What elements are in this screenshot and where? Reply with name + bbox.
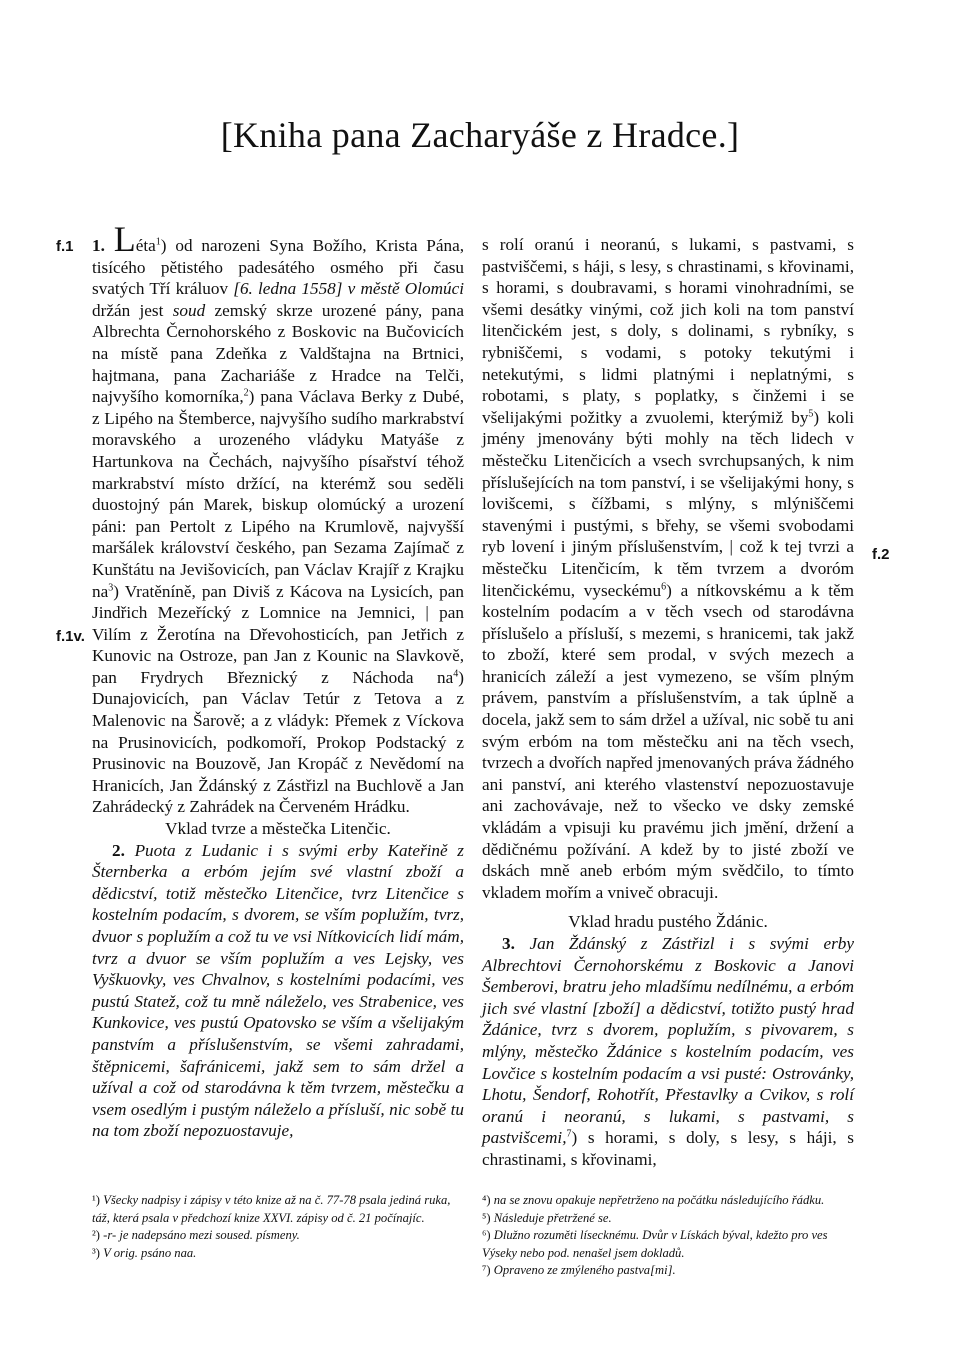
footnotes-left bbox=[92, 1192, 464, 1262]
footnote-ref-1: 1 bbox=[155, 236, 161, 248]
right-column bbox=[482, 234, 854, 1171]
left-column bbox=[92, 219, 465, 1142]
footnote-ref-2: 2 bbox=[243, 387, 249, 399]
footnote-id: ⁵) bbox=[482, 1210, 491, 1225]
entry-3-text: Jan Ždánský z Zástřizl i s svými erby Albrechtovi Černohorskému z Boskovic a Janovi Šemberovi, bratru jeho mladšímu nedílnému, a erbóm jich své vlastní [zboží] a dědicství, totižto pustý hrad Ždánice, tvrz s dvorem, poplužím, s pivovarem, s mlýny, městečko Ždánice s kostelním podacím, ves Lovčice s kostelním podacím a vsi pusté: Ostrovánky, Lhotu, Šendorf, Rohotřít, Přestavlky a Cvikov, s rolí oranú i neoranú, s lukami, s pastvami, s pastvišcemi, bbox=[482, 934, 854, 1148]
footnote-id: ¹) bbox=[92, 1193, 100, 1207]
margin-note-f2: f.2 bbox=[872, 546, 890, 563]
margin-note-f1v: f.1v. bbox=[56, 628, 85, 645]
footnote-text: Opraveno ze zmýleného pastva[mi]. bbox=[493, 1263, 676, 1277]
entry-1-text-b: ) od narozeni Syna Božího, Krista Pána, tisícého pětistého padesátého osmého při času svatých Tří králuov bbox=[92, 236, 465, 299]
entry-number-2: 2. bbox=[112, 840, 125, 860]
page-title: [Kniha pana Zacharyáše z Hradce.] bbox=[220, 115, 740, 155]
heading-vklad-zdanic: Vklad hradu pustého Ždánic. bbox=[568, 912, 768, 932]
footnote-ref-5: 5 bbox=[808, 408, 814, 420]
entry-1-date: [6. ledna 1558] v městě Olomúci bbox=[233, 279, 464, 299]
entry-2-cont-b: ) koli jmény jmenovány býti mohly na těch lidech v městečku Litenčicích a vsech svrchupsaných, k nim příslušejících na tom panství, i se všelijakými hony, s lovišcemi, s čížbami, s mlýny, s mlýniščemi stavenými i pustými, s břehy, se všemi svobodami ryb lovení i jiným příslušenstvím, | což k tej tvrzi a městečku Litenčicím, k těm tvrzem a dvoróm litenčickému, vyseckému bbox=[482, 407, 854, 600]
entry-1-text-e: ) pana Václava Berky z Dubé, z Lipého na Štemberce, najvyšího sudího markrabství moravského a urozeného vládyku Matyáše z Hartunkova na Čechách, najvyšího písařství téhož markrabství místo držící, na kterémž sou seděli duostojný pán Marek, biskup olomúcký a urození páni: pan Pertolt z Lipého na Krumlově, najvyšší maršálek království českého, pan Sezama Zajímač z Kunštátu na Jevišovicích, pan Václav Krajíř z Krajku na bbox=[92, 387, 465, 601]
footnote-id: ⁴) bbox=[482, 1193, 491, 1207]
footnote-text: na se znovu opakuje nepřetrženo na počátku následujícího řádku. bbox=[493, 1193, 825, 1207]
drop-letter: L bbox=[113, 219, 136, 259]
entry-3 bbox=[482, 933, 854, 1171]
footnote-5 bbox=[482, 1210, 854, 1228]
footnote-1 bbox=[92, 1192, 464, 1227]
entry-1-text-f: ) Vratěníně, pan Diviš z Kácova na Lysicích, pan Jindřich Mezeřícký z Lomnice na Jemnici, | pan Vilím z Žerotína na Dřevohosticích, pan Jetřich z Kunovic na Ostroze, pan Jan z Kounic na Slavkově, pan Frydrych Březnický z Náchoda na bbox=[92, 581, 464, 687]
entry-1-text-c: držán jest bbox=[92, 300, 173, 320]
footnote-6 bbox=[482, 1227, 854, 1262]
footnote-id: ⁷) bbox=[482, 1263, 491, 1277]
footnote-2 bbox=[92, 1227, 464, 1245]
footnote-text: Všecky nadpisy i zápisy v této knize až na č. 77-78 psala jediná ruka, táž, která psala v předchozí knize XXVI. zápisy od č. 21 počínajíc. bbox=[92, 1193, 451, 1225]
entry-1-text-a: éta bbox=[135, 236, 156, 255]
footnote-text: Následuje přetržené se. bbox=[493, 1210, 612, 1225]
entry-2-cont-a: s rolí oranú i neoranú, s lukami, s pastvami, s pastviščemi, s háji, s lesy, s chrastinami, s křovinami, s horami, s doubravami, s horami vinohradními, se všemi desátky vinými, což jich koli na tom panství litenčickém jest, s doly, s dolinami, s rybníky, s rybniščemi, s vodami, s potoky tekutými i netekutými, s lidmi platnými i neplatnými, s robotami, s platy, s poplatky, s činžemi i se všelijakými požitky a zvuolemi, kterýmiž by bbox=[482, 235, 854, 427]
footnote-3 bbox=[92, 1245, 464, 1263]
footnote-id: ²) bbox=[92, 1228, 100, 1242]
footnote-id: ³) bbox=[92, 1245, 100, 1260]
footnote-4 bbox=[482, 1192, 854, 1210]
entry-2 bbox=[92, 840, 464, 1142]
footnote-ref-3: 3 bbox=[108, 581, 114, 593]
entry-1-text-g: ) Dunajovicích, pan Václav Tetúr z Tetova a z Malenovic na Šarově; a z vládyk: Přemek z Víckova na Prusinovicích, podkomoří, Prokop Podstacký z Prusinovic na Bouzově, Jan Kropáč z Nevědomí na Hranicích, Jan Ždánský z Zástřizl na Buchlově a Jan Zahrádecký z Zahrádek na Červeném Hrádku. bbox=[92, 667, 464, 817]
heading-vklad-litencic: Vklad tvrze a městečka Litenčic. bbox=[165, 819, 391, 839]
entry-number-1: 1. bbox=[92, 236, 105, 255]
entry-1-soud: soud bbox=[172, 300, 206, 320]
entry-number-3: 3. bbox=[502, 934, 515, 953]
footnote-7 bbox=[482, 1262, 854, 1280]
entry-2-cont-c: ) a nítkovskému a k těm kostelním podacím a v těch vsech od starodávna příslušelo a přísluší, s mezemi, s hranicemi, tak jakž to zboží, které sem prodal, v svých mezech a hranicích záleží a jest vymezeno, se vším plným právem, panstvím a příslušenstvím, a tak úplně a docela, jakž sem to sám držel a užíval, nic sobě tu ani svým erbóm na tom městečku ani na těch vsech, tvrzech a dvořích napřed jmenovaných práva žádného ani panství, ani kterého vlastenství nepozuostavuje ani zachovávaje, než to všecko ve dsky zemské vkládám a vpisuji ku pravému jich jmění, držení a dědičnému požívání. A kdež by to jisté zboží ve dskách mně aneb erbóm mým svědčilo, to tímto vkladem mořím a vniveč obracuji. bbox=[482, 580, 854, 902]
entry-3-text-b: ) s horami, s doly, s lesy, s háji, s chrastinami, s křovinami, bbox=[482, 1128, 854, 1169]
footnote-text: Dlužno rozuměti lísecknému. Dvůr v Lískách býval, kdežto pro ves Výseky nebo pod. nenašel jsem dokladů. bbox=[482, 1228, 828, 1260]
entry-1-text-d: zemský skrze urozené pány, pana Albrechta Černohorského z Boskovic na Bučovicích na místě pana Zdeňka z Valdštajna na Brtnici, hajtmana, pana Zachariáše z Hradce na Telči, najvyšího komorníka, bbox=[92, 300, 464, 407]
footnote-id: ⁶) bbox=[482, 1228, 491, 1242]
entry-2-continuation bbox=[482, 234, 854, 903]
footnote-ref-6: 6 bbox=[661, 580, 667, 592]
footnotes-right bbox=[482, 1192, 854, 1280]
footnote-ref-4: 4 bbox=[453, 668, 459, 680]
margin-note-f1: f.1 bbox=[56, 238, 74, 255]
entry-2-text: Puota z Ludanic i s svými erby Kateřině z Šternberka a erbóm jejím své vlastní zboží a dědicství, totiž městečko Litenčice, tvrz Litenčice s kostelním podacím, s dvorem, se vším poplužím, tvrz, dvuor s poplužím a což tu ve vsi Nítkovicích lidí mám, tvrz a dvuor se vším poplužím a ves Lejsky, ves Vyškuovky, ves Chvalnov, s kostelními podacími, ves pustú Statež, což tu mně náleželo, ves Strabenice, ves Kunkovice, ves pustú Opatovsko se vším a všelijakým panstvím a příslušenstvím, se všemi zahradami, štěpnicemi, šafránicemi, jakž sem to sám držel a užíval a což od starodávna k těm tvrzem, městečku a vsem osedlým i pustým náleželo a přísluší, nic sobě tu na tom zboží nepozuostavuje, bbox=[92, 840, 464, 1141]
footnote-text: V orig. psáno naa. bbox=[103, 1245, 197, 1260]
entry-1 bbox=[92, 219, 465, 818]
footnote-text: -r- je nadepsáno mezi soused. písmeny. bbox=[103, 1228, 300, 1242]
footnote-ref-7: 7 bbox=[566, 1128, 572, 1140]
